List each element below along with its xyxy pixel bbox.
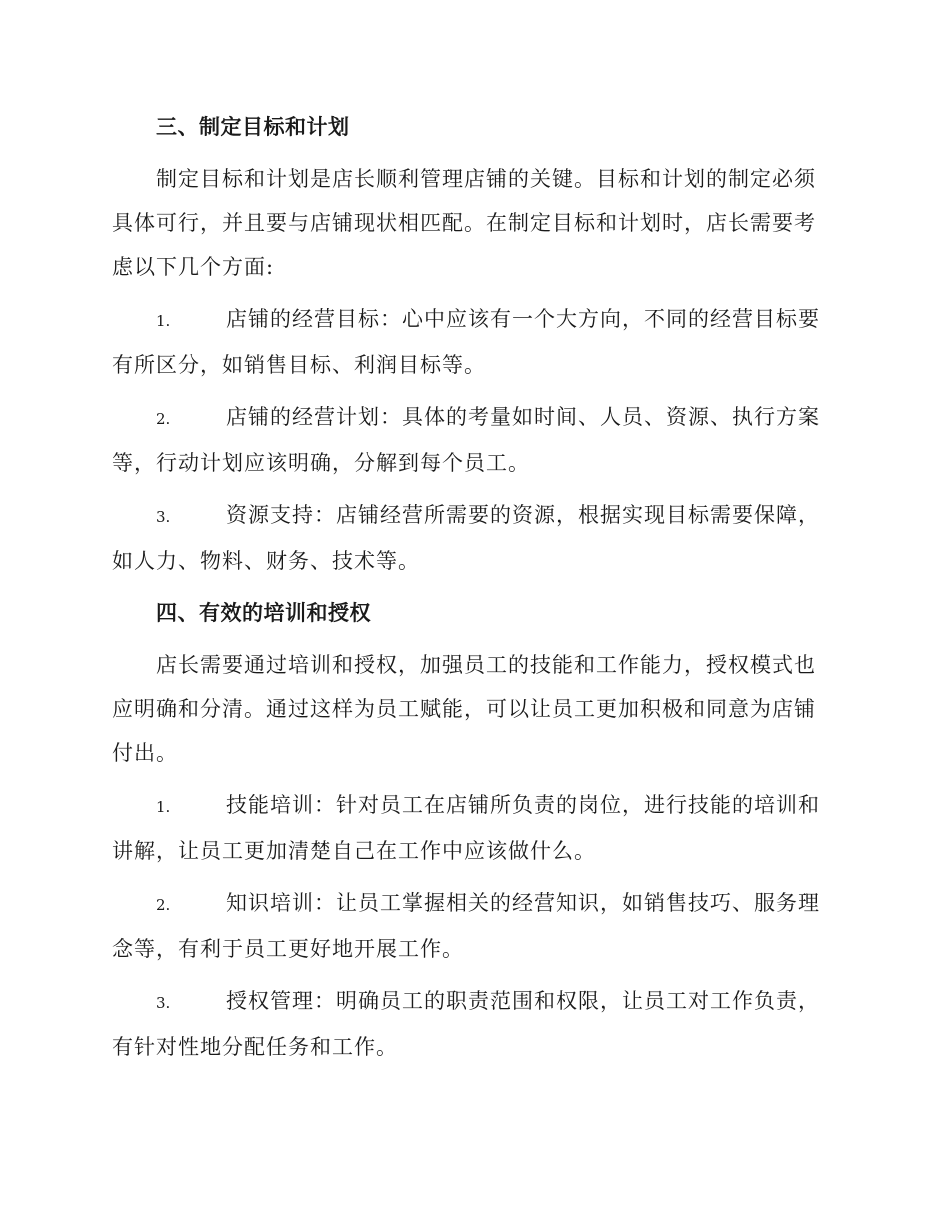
list-item-text: 授权管理：明确员工的职责范围和权限，让员工对工作负责，有针对性地分配任务和工作。 [112,989,820,1059]
list-item [112,395,836,485]
list-item-number: 2. [156,410,171,428]
list-item-text: 店铺的经营目标：心中应该有一个大方向，不同的经营目标要有所区分，如销售目标、利润目标等。 [112,307,820,377]
list-item-text: 技能培训：针对员工在店铺所负责的岗位，进行技能的培训和讲解，让员工更加清楚自己在工作中应该做什么。 [112,793,820,863]
list-item-number: 3. [156,994,171,1012]
list-item [112,493,836,583]
list-item-text: 知识培训：让员工掌握相关的经营知识，如销售技巧、服务理念等，有利于员工更好地开展工作。 [112,891,820,961]
section-intro-training: 店长需要通过培训和授权，加强员工的技能和工作能力，授权模式也应明确和分清。通过这样为员工赋能，可以让员工更加积极和同意为店铺付出。 [112,653,816,765]
section-heading-goals: 三、制定目标和计划 [156,114,350,139]
list-item [112,783,836,873]
list-item-text: 店铺的经营计划：具体的考量如时间、人员、资源、执行方案等，行动计划应该明确，分解到每个员工。 [112,405,820,475]
list-item-number: 1. [156,312,171,330]
list-item-text: 资源支持：店铺经营所需要的资源，根据实现目标需要保障，如人力、物料、财务、技术等。 [112,503,820,573]
list-item-number: 1. [156,798,171,816]
list-item-number: 3. [156,508,171,526]
list-item [112,881,836,971]
list-item [112,297,836,387]
list-item-number: 2. [156,896,171,914]
document-page [112,105,836,1077]
list-item [112,979,836,1069]
section-heading-training: 四、有效的培训和授权 [156,600,371,625]
section-intro-goals: 制定目标和计划是店长顺利管理店铺的关键。目标和计划的制定必须具体可行，并且要与店铺现状相匹配。在制定目标和计划时，店长需要考虑以下几个方面: [112,167,816,279]
